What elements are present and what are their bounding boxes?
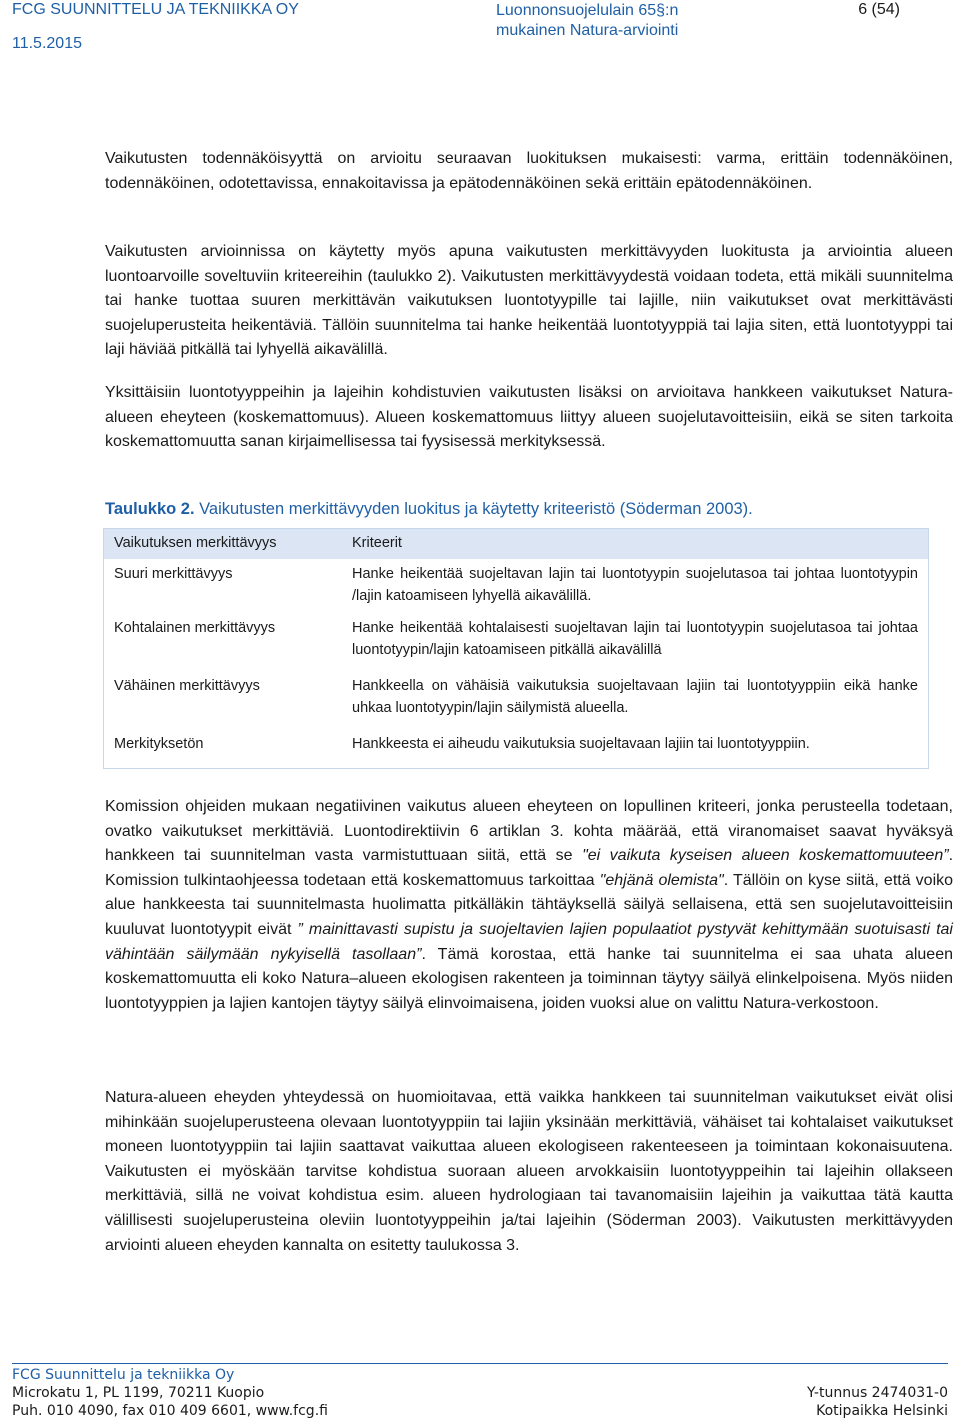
paragraph-probability: Vaikutusten todennäköisyyttä on arvioitu seuraavan luokituksen mukaisesti: varma, erittäin todennäköinen, todennäköinen, odotettavissa, ennakoitavissa ja epätodennäköinen sekä erittäin epätodennäköinen.: [105, 150, 953, 192]
table-header-significance: Vaikutuksen merkittävyys: [114, 535, 277, 551]
quote-run: ” mainittavasti supistu ja suojeltavien lajien populaatiot pystyvät kehittymään suotuisasti tai vähintään säilymään nykyisellä tasollaan”: [105, 920, 953, 963]
table-row: [104, 675, 929, 733]
header-company: FCG SUUNNITTELU JA TEKNIIKKA OY: [12, 1, 299, 18]
table-cell-criteria: Hankkeesta ei aiheudu vaikutuksia suojeltavaan lajiin tai luontotyyppiin.: [352, 735, 810, 752]
table-row: [104, 733, 929, 769]
table-caption-text: Vaikutusten merkittävyyden luokitus ja käytetty kriteeristö (Söderman 2003).: [194, 500, 753, 518]
quote-run: "ehjänä olemista": [599, 871, 724, 889]
significance-table: [103, 528, 929, 769]
table-header-row: [104, 529, 929, 559]
table-cell-criteria: Hanke heikentää suojeltavan lajin tai luontotyypin suojelutasoa tai johtaa luontotyypin /lajin katoamiseen lyhyellä aikavälillä.: [352, 565, 918, 604]
header-title: [496, 1, 678, 41]
paragraph-commission: [105, 795, 953, 1016]
footer-domicile: Kotipaikka Helsinki: [816, 1403, 948, 1419]
table-cell-criteria: Hanke heikentää kohtalaisesti suojeltavan lajin tai luontotyypin suojelutasoa tai johtaa luontotyypin/lajin katoamiseen pitkällä aikavälillä: [352, 619, 918, 658]
table-cell-criteria: Hankkeella on vähäisiä vaikutuksia suojeltavaan lajiin tai luontotyyppiin eikä hanke uhkaa luontotyypin/lajin säilymistä alueella.: [352, 677, 918, 716]
header-title-line1: Luonnonsuojelulain 65§:n: [496, 2, 679, 19]
table-cell-level: Vähäinen merkittävyys: [114, 677, 260, 694]
paragraph-significance: Vaikutusten arvioinnissa on käytetty myös apuna vaikutusten merkittävyyden luokitusta ja arviointia alueen luontoarvoille soveltuviin kriteereihin (taulukko 2). Vaikutusten merkittävyydestä voidaan todeta, että mikäli suunnitelma tai hanke tuottaa suuren merkittävän vaikutuksen luontotyypille tai lajille, niin vaikutukset ovat merkittävästi suojeluperusteita heikentäviä. Tällöin suunnitelma tai hanke heikentää luontotyyppiä tai lajia siten, että luontotyyppi tai laji häviää pitkällä tai lyhyellä aikavälillä.: [105, 243, 953, 359]
footer-address: Microkatu 1, PL 1199, 70211 Kuopio: [12, 1385, 265, 1401]
footer-company: FCG Suunnittelu ja tekniikka Oy: [12, 1367, 235, 1383]
table-row: [104, 617, 929, 675]
text-run: . Komission tulkintaohjeessa todetaan että koskemattomuus tarkoittaa: [105, 847, 954, 889]
table-header-criteria: Kriteerit: [352, 535, 402, 551]
table-row: [104, 559, 929, 617]
footer-contact: Puh. 010 4090, fax 010 409 6601, www.fcg.fi: [12, 1403, 328, 1419]
table-caption: [105, 500, 753, 519]
paragraph-cumulative: Natura-alueen eheyden yhteydessä on huomioitavaa, että vaikka hankkeen tai suunnitelman vaikutukset eivät olisi mihinkään suojeluperusteena olevaan luontotyyppiin tai lajiin yksinään merkittäviä, vähäiset tai kohtalaiset vaikutukset moneen luontotyyppiin tai lajiin saattavat vaikuttaa alueen ekologiseen rakenteeseen ja toimintaan kokonaisuutena. Vaikutusten ei myöskään tarvitse kohdistua suoraan alueen arvokkaisiin luontotyyppeihin tai lajeihin ollakseen merkittäviä, sillä ne voivat kohdistua esim. alueen hydrologiaan tai tavanomaisiin lajeihin ja vaikuttaa tätä kautta välillisesti suojeluperusteina oleviin luontotyyppeihin ja/tai lajeihin (Söderman 2003). Vaikutusten merkittävyyden arviointi alueen eheyden kannalta on esitetty taulukossa 3.: [105, 1089, 953, 1254]
page-number: 6 (54): [858, 1, 900, 18]
footer-divider: [12, 1363, 948, 1364]
text-run: . Tällöin on kyse siitä, että voiko alue hankkeesta tai suunnitelmasta huolimatta pitkälläkin tähtäyksellä säilyä sellaisena, että sen suojelutavoitteisiin kuuluvat luontotyypit eivät: [105, 871, 954, 938]
quote-run: "ei vaikuta kyseisen alueen koskemattomuuteen”: [582, 847, 949, 865]
header-date: 11.5.2015: [12, 35, 82, 52]
footer-ytunnus: Y-tunnus 2474031-0: [807, 1385, 948, 1401]
text-run: Komission ohjeiden mukaan negatiivinen vaikutus alueen eheyteen on lopullinen kriteeri, jonka perusteella todetaan, ovatko vaikutukset merkittäviä. Luontodirektiivin 6 artiklan 3. kohta määrää, että viranomaiset saavat hyväksyä hankkeen tai suunnitelman vasta varmistuttuaan siitä, että se: [105, 798, 953, 865]
paragraph-integrity: Yksittäisiin luontotyyppeihin ja lajeihin kohdistuvien vaikutusten lisäksi on arvioitava hankkeen vaikutukset Natura-alueen eheyteen (koskemattomuus). Alueen koskemattomuus liittyy alueen suojelutavoitteisiin, eikä se siten tarkoita koskemattomuutta sanan kirjaimellisessa tai fyysisessä merkityksessä.: [105, 384, 953, 451]
page-header: [0, 0, 960, 60]
table-cell-level: Merkityksetön: [114, 735, 204, 752]
table-cell-level: Suuri merkittävyys: [114, 565, 233, 582]
header-title-line2: mukainen Natura-arviointi: [496, 22, 679, 39]
text-run: . Tämä korostaa, että hanke tai suunnitelma ei saa uhata alueen koskemattomuutta eli koko Natura–alueen ekologisen rakenteen ja toiminnan täytyy säilyä elinkelpoisena. Myös niiden luontotyyppien ja lajien kantojen täytyy säilyä elinvoimaisena, joiden vuoksi alue on valittu Natura-verkostoon.: [105, 945, 954, 1012]
table-caption-label: Taulukko 2.: [105, 500, 195, 518]
table-cell-level: Kohtalainen merkittävyys: [114, 619, 276, 636]
